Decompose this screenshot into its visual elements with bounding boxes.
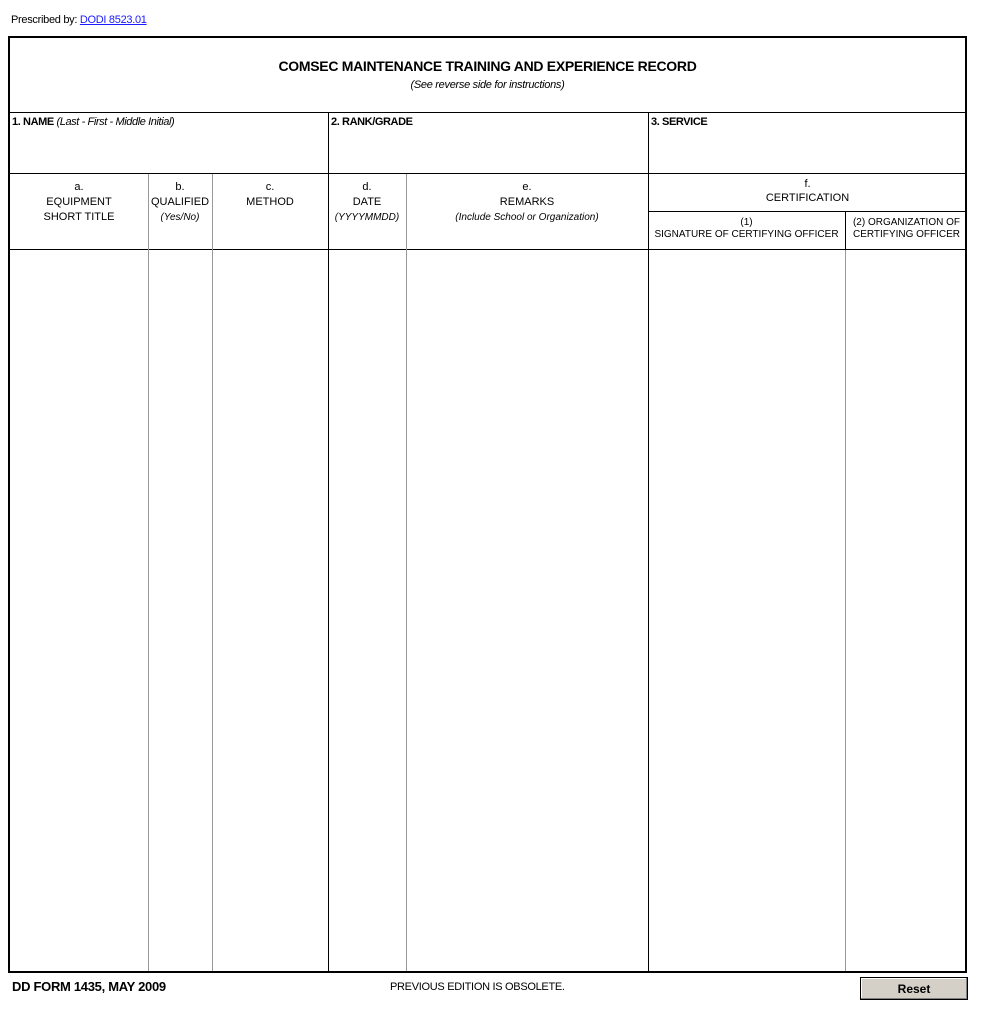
name-cell	[10, 112, 328, 174]
name-input[interactable]	[12, 134, 326, 170]
reset-button[interactable]: Reset	[860, 977, 968, 1000]
col-header-qualified: b. QUALIFIED (Yes/No)	[148, 174, 212, 250]
form-container	[8, 36, 967, 973]
form-number: DD FORM 1435, MAY 2009	[12, 979, 166, 994]
form-title: COMSEC MAINTENANCE TRAINING AND EXPERIENCE RECORD	[278, 58, 697, 74]
col-header-signature: (1) SIGNATURE OF CERTIFYING OFFICER	[648, 212, 845, 250]
prescribed-by	[11, 14, 147, 26]
name-label: 1. NAME (Last - First - Middle Initial)	[12, 116, 175, 128]
col-header-equipment: a. EQUIPMENT SHORT TITLE	[10, 174, 148, 250]
col-header-method: c. METHOD	[212, 174, 328, 250]
dodi-link[interactable]: DODI 8523.01	[79, 14, 147, 26]
entry-rows-area[interactable]	[10, 250, 967, 971]
col-header-remarks: e. REMARKS (Include School or Organization)	[406, 174, 648, 250]
col-header-date: d. DATE (YYYYMMDD)	[328, 174, 406, 250]
rank-cell	[328, 112, 648, 174]
service-cell	[648, 112, 967, 174]
col-header-certification: f. CERTIFICATION	[648, 174, 967, 212]
prescribed-label: Prescribed by:	[11, 14, 80, 26]
edition-note: PREVIOUS EDITION IS OBSOLETE.	[390, 981, 565, 993]
rank-input[interactable]	[331, 134, 646, 170]
form-subtitle: (See reverse side for instructions)	[410, 79, 565, 91]
service-input[interactable]	[651, 134, 965, 170]
service-label: 3. SERVICE	[651, 116, 708, 128]
title-block	[10, 38, 965, 113]
col-header-organization: (2) ORGANIZATION OF CERTIFYING OFFICER	[845, 212, 967, 250]
rank-label: 2. RANK/GRADE	[331, 116, 413, 128]
